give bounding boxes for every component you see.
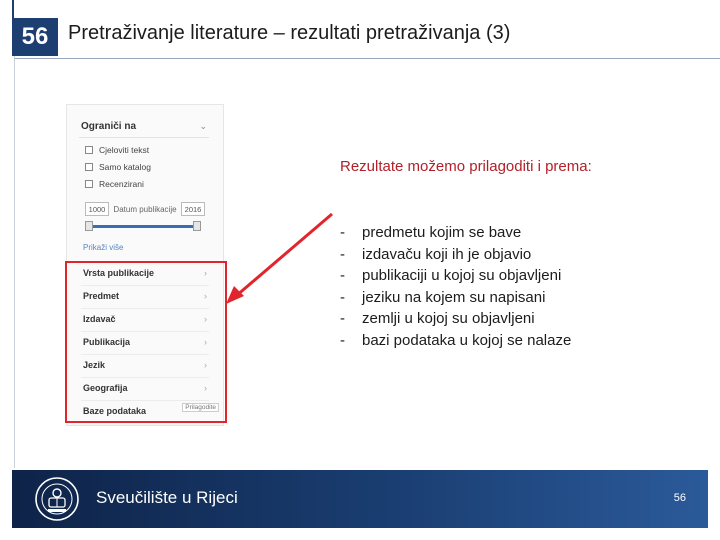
date-range-slider[interactable] — [89, 225, 197, 228]
list-item — [340, 265, 640, 287]
facet-label: Geografija — [83, 383, 128, 393]
chevron-right-icon: › — [204, 314, 207, 324]
checkbox-label: Recenzirani — [99, 179, 144, 189]
chevron-right-icon: › — [204, 291, 207, 301]
list-item-text: predmetu kojim se bave — [362, 224, 522, 241]
facet-item[interactable] — [83, 286, 207, 306]
list-item-text: izdavaču koji ih je objavio — [362, 245, 532, 263]
title-divider — [14, 58, 720, 59]
filter-panel-header: Ograniči na — [81, 121, 137, 132]
list-item — [340, 330, 640, 352]
slider-handle-end[interactable] — [193, 221, 201, 231]
checkbox-catalog-only[interactable] — [85, 162, 151, 172]
facet-label: Vrsta publikacije — [83, 268, 155, 278]
date-from-input[interactable]: 1000 — [85, 202, 109, 216]
list-item-text: zemlji u kojoj su objavljeni — [362, 310, 535, 327]
slide-title: Pretraživanje literature – rezultati pretraživanja (3) — [68, 22, 511, 44]
chevron-right-icon: › — [204, 360, 207, 370]
list-item — [340, 244, 640, 266]
date-to-input[interactable]: 2016 — [181, 202, 205, 216]
facet-item[interactable] — [83, 263, 207, 283]
facet-label: Predmet — [83, 291, 120, 301]
facet-item[interactable] — [83, 332, 207, 352]
dash-marker: - — [340, 331, 345, 349]
left-margin-rule — [14, 56, 15, 468]
chevron-right-icon: › — [204, 337, 207, 347]
checkbox-full-text[interactable] — [85, 145, 149, 155]
chevron-down-icon[interactable]: ⌄ — [199, 121, 207, 131]
list-item-text: jeziku na kojem su napisani — [362, 288, 546, 306]
checkbox-icon[interactable] — [85, 146, 93, 154]
list-item — [340, 287, 640, 309]
checkbox-label: Cjeloviti tekst — [99, 145, 150, 155]
facet-item[interactable] — [83, 309, 207, 329]
date-range-row — [85, 201, 205, 217]
chevron-right-icon: › — [204, 383, 207, 393]
footer-bar — [12, 470, 708, 528]
list-item-text: bazi podataka u kojoj se nalaze — [362, 331, 572, 349]
facet-label: Publikacija — [83, 337, 131, 347]
facet-label: Izdavač — [83, 314, 116, 324]
checkbox-icon[interactable] — [85, 163, 93, 171]
list-item-text: publikaciji u kojoj su objavljeni — [362, 267, 562, 284]
pointer-arrow-icon — [220, 210, 340, 306]
facet-item[interactable] — [83, 378, 207, 398]
list-item — [340, 222, 640, 244]
facet-label: Baze podataka — [83, 406, 147, 416]
dash-marker: - — [340, 224, 345, 241]
page-number: 56 — [673, 492, 686, 504]
slider-handle-start[interactable] — [85, 221, 93, 231]
university-name: Sveučilište u Rijeci — [96, 488, 238, 507]
slide-number-badge: 56 — [12, 18, 58, 56]
facet-label: Jezik — [83, 360, 106, 370]
list-item — [340, 308, 640, 330]
facet-item[interactable] — [83, 355, 207, 375]
chevron-right-icon: › — [204, 268, 207, 278]
header-accent-rule — [12, 0, 14, 18]
dash-marker: - — [340, 288, 345, 306]
university-seal-icon — [34, 476, 80, 522]
checkbox-icon[interactable] — [85, 180, 93, 188]
customize-tag[interactable]: Prilagodite — [182, 403, 219, 412]
checkbox-peer-reviewed[interactable] — [85, 179, 144, 189]
filter-panel-screenshot — [66, 104, 224, 426]
date-range-label: Datum publikacije — [113, 204, 177, 214]
show-more-link[interactable]: Prikaži više — [83, 243, 124, 252]
dash-marker: - — [340, 310, 345, 327]
dash-marker: - — [340, 267, 345, 284]
checkbox-label: Samo katalog — [99, 162, 151, 172]
divider — [79, 137, 209, 138]
intro-text: Rezultate možemo prilagoditi i prema: — [340, 158, 592, 175]
criteria-list — [340, 222, 640, 351]
dash-marker: - — [340, 245, 345, 263]
